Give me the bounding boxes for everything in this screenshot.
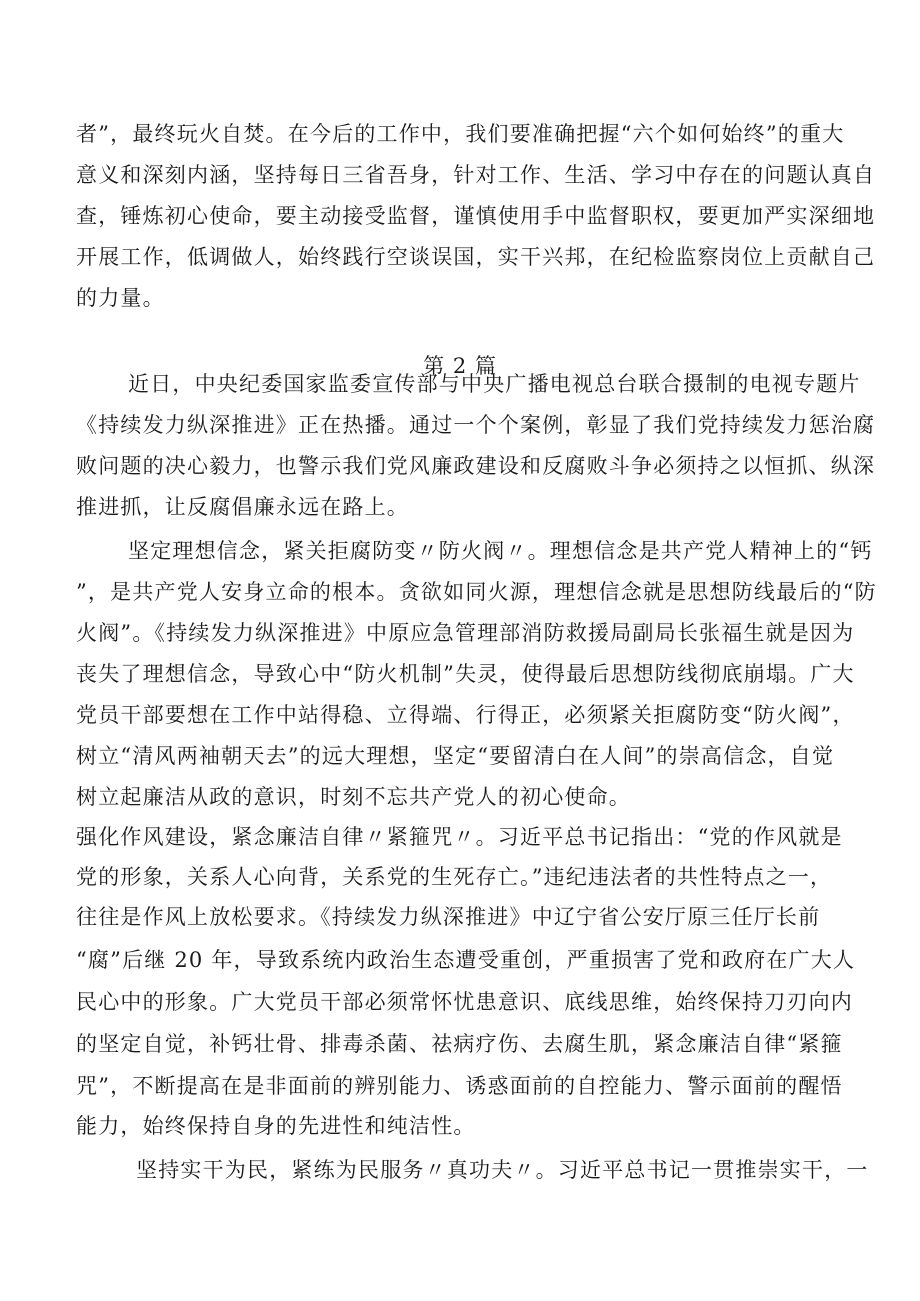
text-line: 查，锤炼初心使命，要主动接受监督，谨慎使用手中监督职权，要更加严实深细地 <box>76 204 876 228</box>
text-line: 强化作风建设，紧念廉洁自律〃紧箍咒〃。习近平总书记指出：“党的作风就是 <box>76 825 843 849</box>
text-line: 《持续发力纵深推进》正在热播。通过一个个案例，彰显了我们党持续发力惩治腐 <box>76 413 876 437</box>
text-line: 败问题的决心毅力，也警示我们党风廉政建设和反腐败斗争必须持之以恒抓、纵深 <box>76 454 876 478</box>
text-line: “腐”后继 20 年，导致系统内政治生态遭受重创，严重损害了党和政府在广大人 <box>76 948 856 972</box>
text-line: 民心中的形象。广大党员干部必须常怀忧患意识、底线思维，始终保持刀刃向内 <box>76 990 853 1014</box>
text-line: 咒”，不断提高在是非面前的辨别能力、诱惑面前的自控能力、警示面前的醒悟 <box>76 1074 843 1098</box>
section-heading: 第 2 篇 <box>423 354 497 378</box>
text-line: 坚持实干为民，紧练为民服务〃真功夫〃。习近平总书记一贯推崇实干，一 <box>136 1158 869 1182</box>
text-line: 的力量。 <box>76 286 165 310</box>
text-line: 党的形象，关系人心向背，关系党的生死存亡。”违纪违法者的共性特点之一， <box>76 865 833 889</box>
text-line: 能力，始终保持自身的先进性和纯洁性。 <box>76 1114 476 1138</box>
text-line: 树立起廉洁从政的意识，时刻不忘共产党人的初心使命。 <box>76 785 631 809</box>
text-line: 火阀”。《持续发力纵深推进》中原应急管理部消防救援局副局长张福生就是因为 <box>76 621 855 645</box>
text-line: 意义和深刻内涵，坚持每日三省吾身，针对工作、生活、学习中存在的问题认真自 <box>76 163 876 187</box>
text-line: 丧失了理想信念，导致心中“防火机制”失灵，使得最后思想防线彻底崩塌。广大 <box>76 662 855 686</box>
text-line: 树立“清风两袖朝天去”的远大理想，坚定“要留清白在人间”的崇高信念，自觉 <box>76 744 835 768</box>
text-line: 党员干部要想在工作中站得稳、立得端、行得正，必须紧关拒腐防变“防火阀”， <box>76 703 855 727</box>
text-line: 坚定理想信念，紧关拒腐防变〃防火阀〃。理想信念是共产党人精神上的“钙 <box>128 539 873 563</box>
text-line: ”，是共产党人安身立命的根本。贪欲如同火源，理想信念就是思想防线最后的“防 <box>76 580 877 604</box>
text-line: 开展工作，低调做人，始终践行空谈误国，实干兴邦，在纪检监察岗位上贡献自己 <box>76 245 876 269</box>
text-line: 往往是作风上放松要求。《持续发力纵深推进》中辽宁省公安厅原三任厅长前 <box>76 905 821 929</box>
text-line: 推进抓，让反腐倡廉永远在路上。 <box>76 495 409 519</box>
text-line: 的坚定自觉，补钙壮骨、排毒杀菌、祛病疗伤、去腐生肌，紧念廉洁自律“紧箍 <box>76 1032 843 1056</box>
text-line: 近日，中央纪委国家监委宣传部与中央广播电视总台联合摄制的电视专题片 <box>128 372 861 396</box>
text-line: 者”，最终玩火自焚。在今后的工作中，我们要准确把握“六个如何始终”的重大 <box>76 122 845 146</box>
